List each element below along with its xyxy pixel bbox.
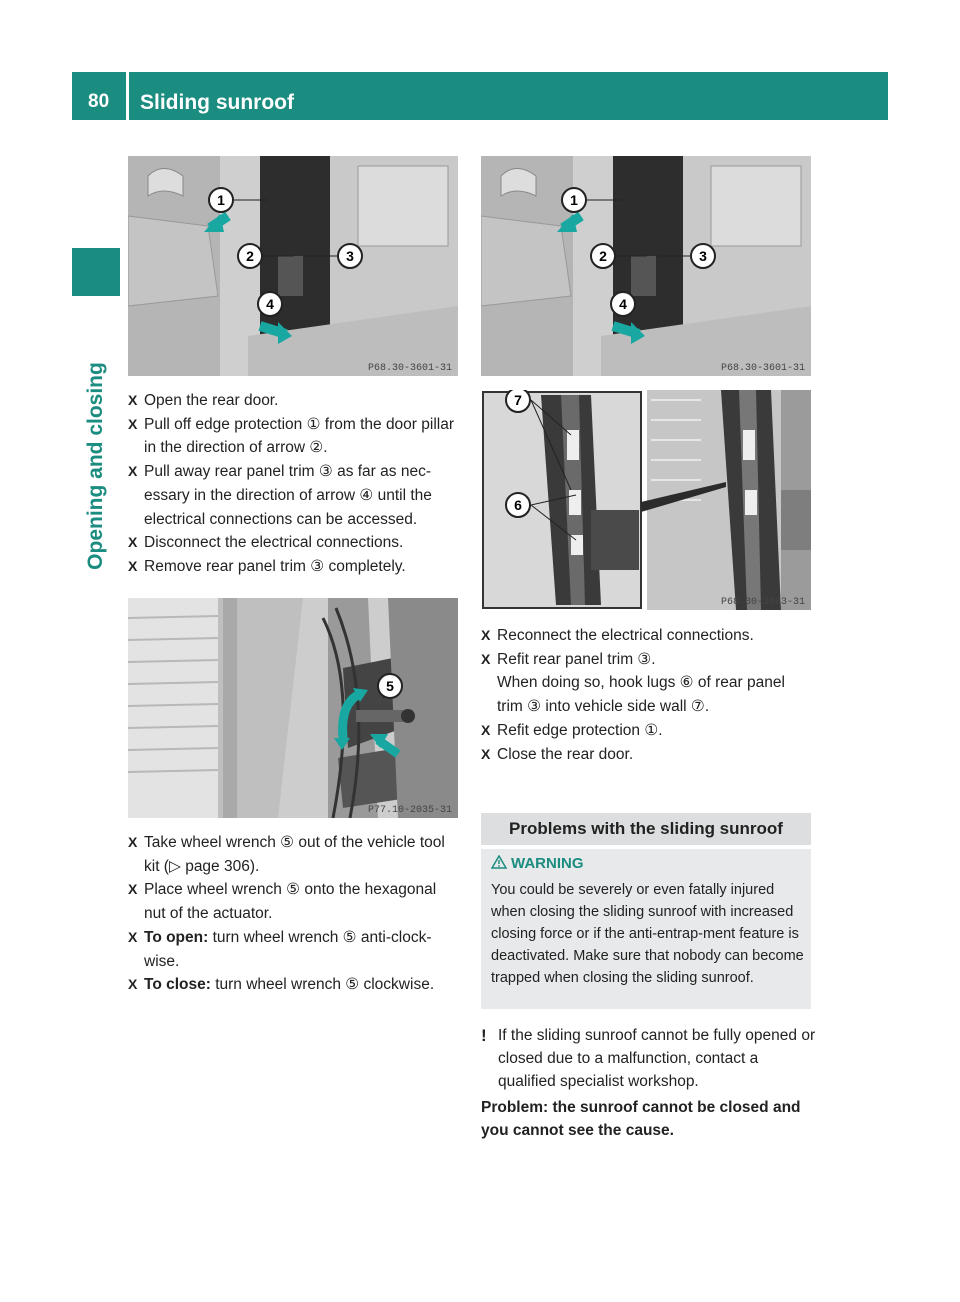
warning-triangle-icon	[491, 855, 507, 869]
figure-wheel-wrench	[128, 598, 458, 818]
callout-3	[691, 244, 715, 268]
svg-text:6: 6	[514, 497, 522, 513]
step-marker-icon: X	[481, 745, 491, 762]
step-item: X Remove rear panel trim ③ completely.	[128, 555, 460, 579]
step-marker-icon: X	[128, 534, 138, 551]
warning-heading: WARNING	[491, 855, 584, 872]
step-item: X Pull away rear panel trim ③ as far as nec-essary in the direction of arrow ④ until the electrical connections can be accessed.	[128, 460, 460, 531]
step-item: X Take wheel wrench ⑤ out of the vehicle tool kit (▷ page 306).	[128, 831, 460, 878]
svg-text:4: 4	[266, 296, 274, 312]
svg-text:2: 2	[246, 248, 254, 264]
panel-trim-illustration	[481, 390, 811, 610]
figure-code: P68.30-3601-31	[720, 363, 805, 374]
callout-4	[611, 292, 635, 316]
callout-2	[238, 244, 262, 268]
page-title: Sliding sunroof	[140, 91, 294, 114]
svg-text:3: 3	[346, 248, 354, 264]
figure-code: P77.10-2035-31	[367, 805, 452, 816]
svg-text:5: 5	[386, 678, 394, 694]
step-item: X Refit edge protection ①.	[481, 719, 815, 743]
svg-text:7: 7	[514, 392, 522, 408]
page-number: 80	[88, 91, 110, 112]
step-marker-icon: X	[128, 834, 138, 850]
note-text: If the sliding sunroof cannot be fully opened or closed due to a malfunction, contact a qualified specialist workshop.	[498, 1027, 816, 1090]
step-marker-icon: X	[128, 415, 138, 432]
steps-wheel-wrench	[128, 831, 460, 997]
page-header	[72, 72, 888, 120]
callout-1	[562, 188, 586, 212]
steps-remove-trim	[128, 389, 460, 579]
callout-4	[258, 292, 282, 316]
step-item: X Reconnect the electrical connections.	[481, 624, 815, 648]
figure-door-pillar-right	[481, 156, 811, 376]
problem-heading: Problem: the sunroof cannot be closed and you cannot see the cause.	[481, 1099, 801, 1139]
step-marker-icon: X	[128, 392, 138, 408]
step-marker-icon: X	[128, 557, 138, 574]
step-item: X Close the rear door.	[481, 743, 815, 767]
svg-text:1: 1	[217, 192, 225, 208]
callout-5	[378, 674, 402, 698]
steps-refit-trim	[481, 624, 815, 766]
figure-panel-trim-lugs	[481, 390, 811, 610]
callout-7	[506, 390, 530, 412]
step-marker-icon: X	[128, 881, 138, 898]
step-marker-icon: X	[128, 928, 138, 945]
step-marker-icon: X	[128, 976, 138, 993]
step-marker-icon: X	[481, 627, 491, 643]
svg-text:2: 2	[599, 248, 607, 264]
figure-door-pillar-left	[128, 156, 458, 376]
callout-2	[591, 244, 615, 268]
step-item: X Disconnect the electrical connections.	[128, 531, 460, 555]
warning-text: You could be severely or even fatally injured when closing the sliding sunroof with increased closing force or if the anti-entrap-ment feature is deactivated. Make sure that nobody can become trapped when closing the sliding sunroof.	[491, 882, 804, 986]
step-item: X Refit rear panel trim ③. When doing so, hook lugs ⑥ of rear panel trim ③ into vehicle side wall ⑦.	[481, 648, 815, 719]
svg-text:4: 4	[619, 296, 627, 312]
header-divider	[126, 72, 129, 120]
warning-box	[481, 849, 811, 1009]
callout-1	[209, 188, 233, 212]
step-item: X Open the rear door.	[128, 389, 460, 413]
step-item: X Pull off edge protection ① from the door pillar in the direction of arrow ②.	[128, 413, 460, 460]
callout-3	[338, 244, 362, 268]
section-title: Problems with the sliding sunroof	[481, 813, 811, 845]
svg-text:3: 3	[699, 248, 707, 264]
callout-6	[506, 493, 530, 517]
step-item: X Place wheel wrench ⑤ onto the hexagonal nut of the actuator.	[128, 878, 460, 925]
figure-code: P68.30-3603-31	[720, 597, 805, 608]
door-pillar-illustration	[128, 156, 458, 376]
door-pillar-illustration	[481, 156, 811, 376]
step-item: X To open: turn wheel wrench ⑤ anti-clock-wise.	[128, 926, 460, 973]
side-tab-label: Opening and closing	[84, 362, 107, 570]
actuator-illustration	[128, 598, 458, 818]
note	[481, 1024, 816, 1093]
step-marker-icon: X	[128, 463, 138, 480]
step-marker-icon: X	[481, 650, 491, 667]
step-marker-icon: X	[481, 721, 491, 738]
side-tab-marker	[72, 248, 120, 296]
figure-code: P68.30-3601-31	[367, 363, 452, 374]
step-item: X To close: turn wheel wrench ⑤ clockwise.	[128, 973, 460, 997]
exclamation-icon: !	[481, 1026, 487, 1045]
svg-text:1: 1	[570, 192, 578, 208]
